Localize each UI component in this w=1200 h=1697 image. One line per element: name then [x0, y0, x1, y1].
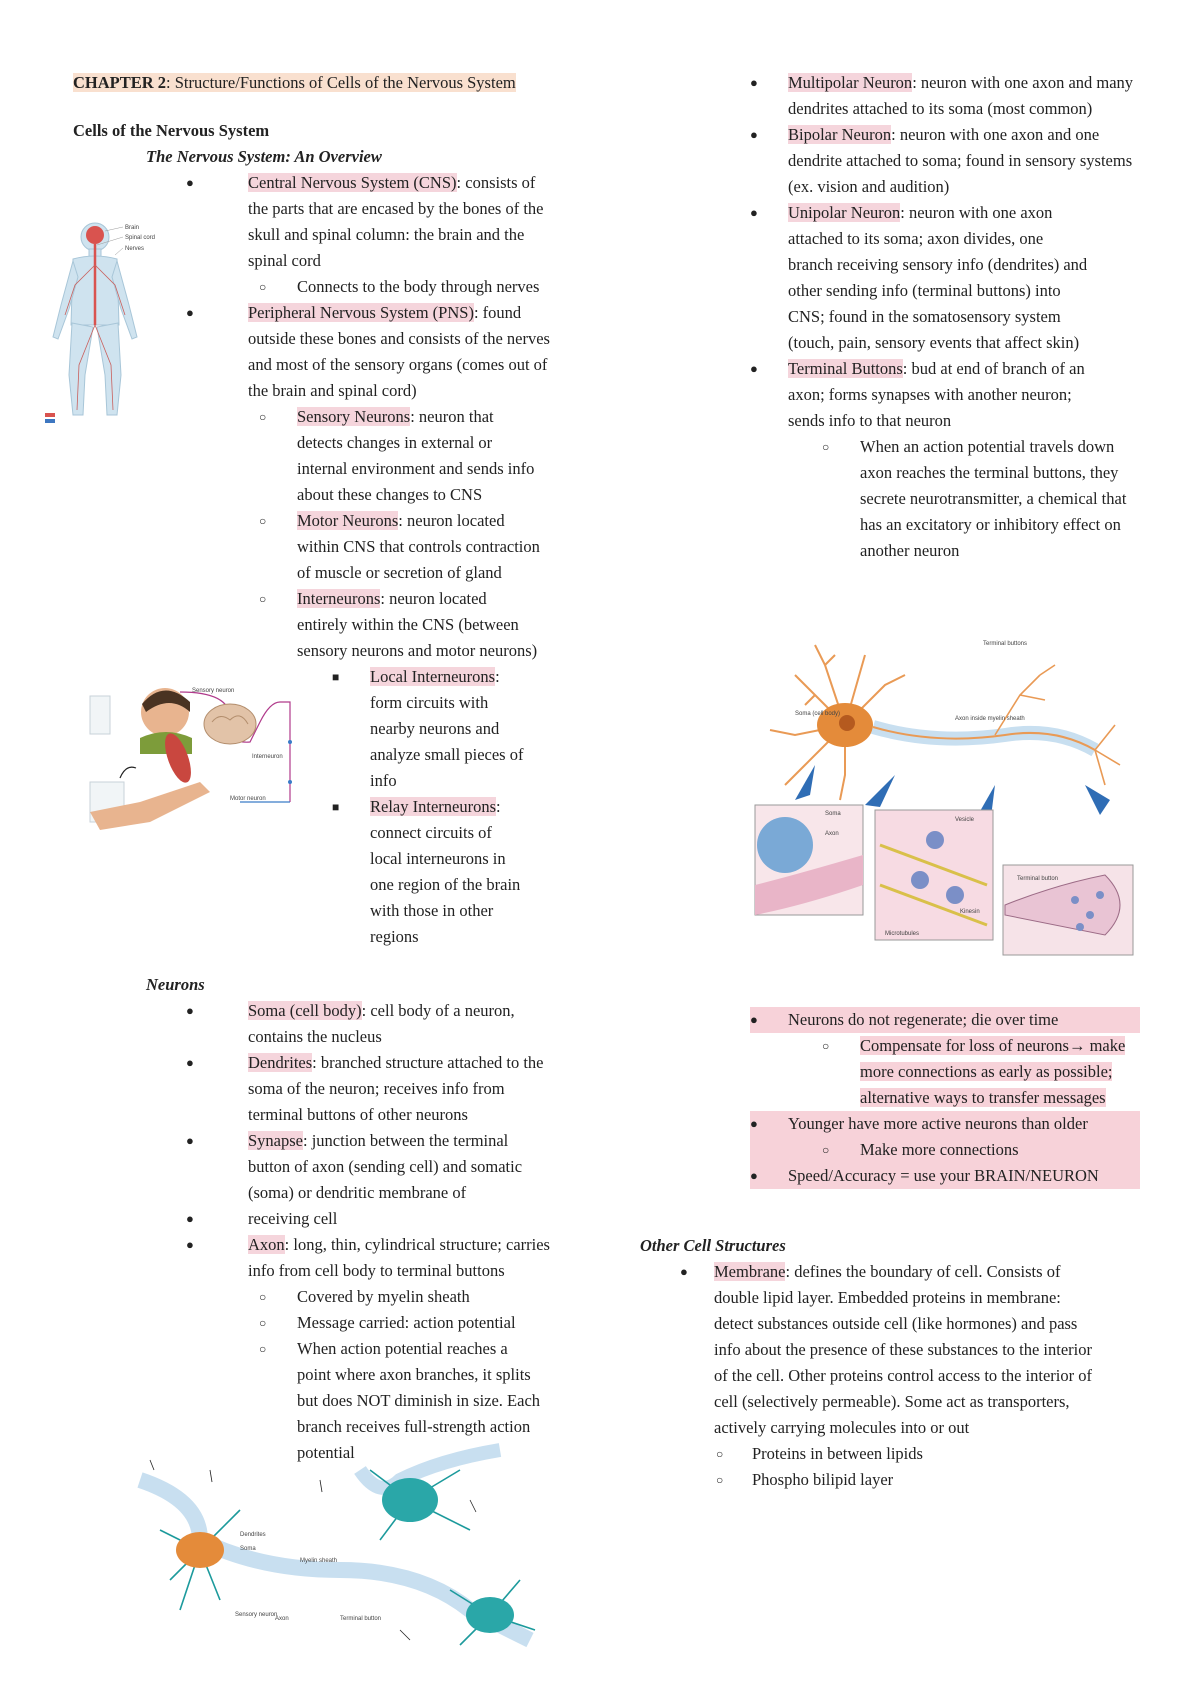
bullet: ●: [186, 1133, 194, 1148]
bullet: ○: [259, 1290, 267, 1304]
term-membrane: Membrane: [714, 1262, 786, 1281]
figure-nervous-system-body: [45, 215, 156, 435]
right-column: [640, 70, 1140, 564]
neuron-label: Kinesin: [960, 909, 980, 915]
list-item-terminal-sub: [788, 434, 1144, 564]
text-motor: : neuron located within CNS that controls contraction of muscle or secretion of gland: [297, 511, 540, 582]
glass-icon: [90, 696, 110, 734]
neuron-label: Axon inside myelin sheath: [955, 716, 1025, 722]
list-item-pns: [186, 300, 552, 404]
text-younger: Younger have more active neurons than older: [788, 1114, 1088, 1133]
list-item-bipolar: [750, 122, 1136, 200]
right-column-lower: [750, 1007, 1140, 1189]
bullet: ○: [259, 592, 267, 606]
list-item-membrane-sub: [680, 1441, 1100, 1467]
list-item-motor: [259, 508, 541, 586]
bullet: ○: [822, 1143, 830, 1157]
neuron-label: Microtubules: [885, 931, 920, 937]
text-bipolar: : neuron with one axon and one dendrite attached to soma; found in sensory systems (ex. vision and audition): [788, 125, 1133, 196]
network-label: Terminal button: [340, 1616, 382, 1622]
term-axon: Axon: [248, 1235, 285, 1254]
bullet: ●: [186, 1211, 194, 1226]
bullet: ●: [186, 1003, 194, 1018]
text-synapse: : junction between the terminal button of axon (sending cell) and somatic (soma) or dendritic membrane of: [248, 1131, 523, 1202]
list-item-soma: [186, 998, 552, 1050]
body-label: Nerves: [125, 246, 145, 252]
list-item-receiving: [186, 1206, 552, 1232]
term-soma: Soma (cell body): [248, 1001, 362, 1020]
list-item-relay: [332, 794, 528, 950]
text-younger-sub: Make more connections: [860, 1140, 1019, 1159]
reflex-label: Sensory neuron: [192, 688, 235, 694]
chapter-title-text: : Structure/Functions of Cells of the Nervous System: [166, 73, 516, 92]
text-regen: Neurons do not regenerate; die over time: [788, 1010, 1059, 1029]
bullet: ●: [750, 1012, 758, 1027]
term-bipolar: Bipolar Neuron: [788, 125, 892, 144]
bullet: ●: [750, 127, 758, 142]
text-inter: : neuron located entirely within the CNS (between sensory neurons and motor neurons): [297, 589, 538, 660]
bullet: ●: [186, 175, 194, 190]
text-axon: : long, thin, cylindrical structure; carries info from cell body to terminal buttons: [248, 1235, 550, 1280]
bullet: ○: [259, 514, 267, 528]
brain-shape: [86, 226, 104, 244]
term-pns: Peripheral Nervous System (PNS): [248, 303, 474, 322]
bullet: ○: [716, 1447, 724, 1461]
body-label: Spinal cord: [125, 235, 156, 241]
bullet: ●: [186, 1055, 194, 1070]
network-label: Axon: [275, 1616, 289, 1622]
reflex-label: Interneuron: [252, 754, 283, 760]
soma-teal-shape: [466, 1597, 514, 1633]
bullet: ●: [186, 305, 194, 320]
list-item-axon-sub: [259, 1284, 541, 1310]
term-multipolar: Multipolar Neuron: [788, 73, 913, 92]
list-item-speed: [750, 1163, 1140, 1189]
text-dendrites: : branched structure attached to the soma of the neuron; receives info from terminal buttons of other neurons: [248, 1053, 544, 1124]
network-label: Soma: [240, 1546, 256, 1552]
text-sensory: : neuron that detects changes in external or internal environment and sends info about these changes to CNS: [297, 407, 535, 504]
bullet: ●: [750, 361, 758, 376]
list-item-axon: [186, 1232, 552, 1284]
bullet: ●: [750, 75, 758, 90]
list-item-cns: [186, 170, 552, 274]
term-sensory: Sensory Neurons: [297, 407, 411, 426]
text-terminal-sub: When an action potential travels down axon reaches the terminal buttons, they secrete neurotransmitter, a chemical that has an excitatory or inhibitory effect on another neuron: [860, 437, 1127, 560]
text-axon-sub: Covered by myelin sheath: [297, 1287, 470, 1306]
bullet: ○: [259, 280, 267, 294]
list-item-regen: [750, 1007, 1140, 1033]
text-axon-sub: Message carried: action potential: [297, 1313, 516, 1332]
bullet: ○: [716, 1473, 724, 1487]
text-cns: : consists of the parts that are encased by the bones of the skull and spinal column: the brain and the spinal cord: [248, 173, 544, 270]
neurons-heading: Neurons: [146, 975, 205, 994]
other-structures: [640, 1233, 1140, 1493]
text-regen-sub: Compensate for loss of neurons→ make more connections as early as possible; alternative ways to transfer messages: [860, 1036, 1126, 1107]
reflex-label: Motor neuron: [230, 796, 266, 802]
bullet: ●: [186, 1237, 194, 1252]
figure-reflex-arc: [80, 682, 320, 882]
list-item-membrane-sub: [680, 1467, 1100, 1493]
brain-icon: [204, 704, 256, 744]
bullet: ●: [750, 1168, 758, 1183]
bullet: ○: [822, 1039, 830, 1053]
network-label: Myelin sheath: [300, 1558, 338, 1564]
list-item-dendrites: [186, 1050, 552, 1128]
neuron-label: Terminal buttons: [983, 641, 1028, 647]
list-item-younger-sub: [750, 1137, 1140, 1163]
text-receiving: receiving cell: [248, 1209, 338, 1228]
text-relay: : connect circuits of local interneurons in one region of the brain with those in other regions: [370, 797, 521, 946]
list-item-sensory: [259, 404, 541, 508]
text-soma: : cell body of a neuron, contains the nucleus: [248, 1001, 515, 1046]
overview-heading: The Nervous System: An Overview: [146, 147, 382, 166]
term-terminal: Terminal Buttons: [788, 359, 903, 378]
bullet: ○: [259, 410, 267, 424]
network-label: Sensory neuron: [235, 1612, 278, 1618]
soma-teal-shape: [382, 1478, 438, 1522]
text-membrane: : defines the boundary of cell. Consists of double lipid layer. Embedded proteins in membrane: detect substances outside cell (like hormones) and pass info about the presence of these substances to the interior of the cell. Other proteins control access to the interior of cell (selectively permeable). Some act as transporters, actively carrying molecules into or out: [714, 1262, 1093, 1437]
term-synapse: Synapse: [248, 1131, 303, 1150]
other-heading: Other Cell Structures: [640, 1236, 786, 1255]
section-heading: Cells of the Nervous System: [73, 121, 270, 140]
text-unipolar: : neuron with one axon attached to its soma; axon divides, one branch receiving sensory info (dendrites) and other sending info (terminal buttons) into CNS; found in the somatosensory system (touch, pain, sensory events that affect skin): [788, 203, 1088, 352]
neuron-label: Soma: [825, 811, 841, 817]
list-item-cns-sub: [259, 274, 552, 300]
bullet: ●: [750, 205, 758, 220]
text-membrane-sub: Proteins in between lipids: [752, 1444, 923, 1463]
text-terminal: : bud at end of branch of an axon; forms synapses with another neuron; sends info to that neuron: [788, 359, 1085, 430]
bullet: ○: [259, 1342, 267, 1356]
bullet: ○: [259, 1316, 267, 1330]
text-speed: Speed/Accuracy = use your BRAIN/NEURON: [788, 1166, 1099, 1185]
list-item-local: [332, 664, 528, 794]
neuron-label: Vesicle: [955, 817, 975, 823]
text-cns-sub: Connects to the body through nerves: [297, 277, 540, 296]
list-item-inter: [259, 586, 541, 664]
list-item-younger: [750, 1111, 1140, 1137]
list-item-terminal: [750, 356, 1104, 434]
text-pns: : found outside these bones and consists of the nerves and most of the sensory organs (comes out of the brain and spinal cord): [248, 303, 550, 400]
text-membrane-sub: Phospho bilipid layer: [752, 1470, 894, 1489]
term-dendrites: Dendrites: [248, 1053, 313, 1072]
term-local: Local Interneurons: [370, 667, 496, 686]
bullet: ●: [750, 1116, 758, 1131]
term-motor: Motor Neurons: [297, 511, 399, 530]
neuron-label: Axon: [825, 831, 839, 837]
chapter-title: [73, 70, 573, 96]
text-axon-sub: When action potential reaches a point where axon branches, it splits but does NOT diminish in size. Each branch receives full-strength action potential: [297, 1339, 541, 1462]
term-cns: Central Nervous System (CNS): [248, 173, 457, 192]
body-label: Brain: [125, 225, 140, 231]
neuron-label: Soma (cell body): [795, 711, 841, 717]
chapter-label: CHAPTER 2: [73, 73, 167, 92]
term-inter: Interneurons: [297, 589, 381, 608]
list-item-synapse: [186, 1128, 552, 1206]
figure-neuron-structure: [755, 635, 1135, 960]
soma-orange-shape: [176, 1532, 224, 1568]
neuron-label: Terminal button: [1017, 876, 1059, 882]
term-relay: Relay Interneurons: [370, 797, 496, 816]
list-item-membrane: [680, 1259, 1100, 1441]
bullet: ■: [332, 670, 340, 684]
text-local: : form circuits with nearby neurons and analyze small pieces of info: [370, 667, 524, 790]
bullet: ●: [680, 1264, 688, 1279]
figure-neurons-network: [140, 1440, 550, 1650]
list-item-unipolar: [750, 200, 1088, 356]
list-item-axon-sub: [259, 1310, 541, 1336]
bullet: ■: [332, 800, 340, 814]
list-item-regen-sub: [750, 1033, 1140, 1111]
text-multipolar: : neuron with one axon and many dendrites attached to its soma (most common): [788, 73, 1134, 118]
network-label: Dendrites: [240, 1532, 266, 1538]
list-item-multipolar: [750, 70, 1136, 122]
bullet: ○: [822, 440, 830, 454]
term-unipolar: Unipolar Neuron: [788, 203, 901, 222]
